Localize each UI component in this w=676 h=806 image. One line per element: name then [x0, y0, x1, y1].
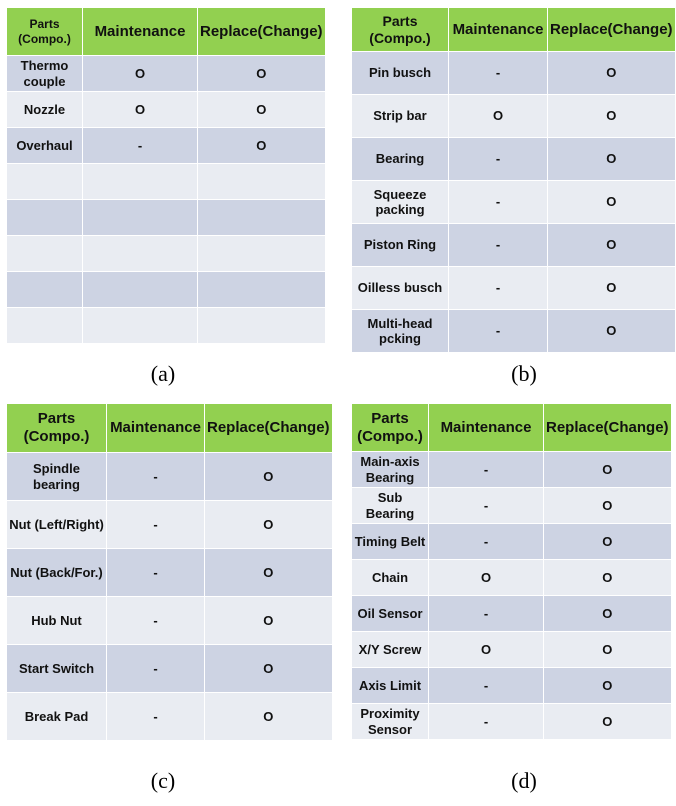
cell-part: Spindle bearing	[7, 453, 107, 501]
header-maintenance: Maintenance	[429, 404, 544, 452]
table-row	[7, 597, 333, 645]
header-parts	[7, 404, 107, 453]
table-row	[352, 560, 672, 596]
cell-maintenance: -	[107, 501, 205, 549]
table-row	[352, 181, 676, 224]
table-header-row	[352, 404, 672, 452]
table-row	[352, 704, 672, 740]
cell-replace: O	[544, 704, 672, 740]
cell-part: Sub Bearing	[352, 488, 429, 524]
cell-part	[7, 308, 83, 344]
cell-part: X/Y Screw	[352, 632, 429, 668]
cell-maintenance: -	[449, 52, 548, 95]
cell-part: Break Pad	[7, 693, 107, 741]
cell-maintenance: O	[83, 92, 198, 128]
cell-replace: O	[548, 310, 676, 353]
cell-maintenance: O	[429, 632, 544, 668]
table-row	[7, 272, 326, 308]
header-parts-line1: Parts	[37, 410, 76, 428]
table-a	[6, 7, 326, 344]
header-parts-line1: Parts	[371, 409, 409, 427]
header-replace: Replace(Change)	[205, 404, 333, 453]
cell-maintenance	[83, 308, 198, 344]
cell-replace	[198, 236, 326, 272]
cell-part: Strip bar	[352, 95, 449, 138]
cell-part: Nut (Back/For.)	[7, 549, 107, 597]
cell-part: Chain	[352, 560, 429, 596]
cell-part: Overhaul	[7, 128, 83, 164]
cell-part: Multi-head pcking	[352, 310, 449, 353]
cell-replace: O	[205, 645, 333, 693]
cell-replace: O	[205, 501, 333, 549]
cell-maintenance	[83, 164, 198, 200]
table-row	[7, 92, 326, 128]
cell-replace: O	[198, 128, 326, 164]
table-row	[352, 138, 676, 181]
cell-replace: O	[544, 560, 672, 596]
cell-replace: O	[544, 632, 672, 668]
header-parts	[7, 8, 83, 56]
cell-part: Axis Limit	[352, 668, 429, 704]
caption-d: (d)	[511, 768, 537, 793]
table-header-row	[7, 8, 326, 56]
cell-part: Thermo couple	[7, 56, 83, 92]
cell-maintenance: -	[429, 524, 544, 560]
cell-part	[7, 272, 83, 308]
cell-part: Oilless busch	[352, 267, 449, 310]
header-maintenance: Maintenance	[449, 8, 548, 52]
cell-maintenance: -	[429, 668, 544, 704]
table-row	[352, 52, 676, 95]
cell-maintenance: -	[83, 128, 198, 164]
table-row	[352, 632, 672, 668]
table-row	[7, 453, 333, 501]
cell-replace: O	[205, 693, 333, 741]
table-header-row	[7, 404, 333, 453]
table-row	[352, 310, 676, 353]
caption-c: (c)	[150, 768, 176, 793]
cell-replace: O	[548, 181, 676, 224]
cell-replace: O	[205, 453, 333, 501]
cell-part: Piston Ring	[352, 224, 449, 267]
cell-replace: O	[544, 452, 672, 488]
cell-maintenance: -	[107, 693, 205, 741]
cell-replace: O	[548, 224, 676, 267]
table-row	[352, 524, 672, 560]
header-replace: Replace(Change)	[544, 404, 672, 452]
cell-part: Main-axis Bearing	[352, 452, 429, 488]
cell-replace: O	[544, 596, 672, 632]
cell-replace: O	[544, 488, 672, 524]
cell-maintenance	[83, 236, 198, 272]
cell-part: Proximity Sensor	[352, 704, 429, 740]
cell-maintenance: O	[83, 56, 198, 92]
header-maintenance: Maintenance	[83, 8, 198, 56]
table-row	[352, 488, 672, 524]
header-parts	[352, 8, 449, 52]
table-row	[352, 95, 676, 138]
cell-part: Oil Sensor	[352, 596, 429, 632]
table-row	[7, 501, 333, 549]
header-parts-line1: Parts	[382, 12, 418, 29]
cell-maintenance: O	[429, 560, 544, 596]
table-c	[6, 403, 333, 741]
header-parts-line1: Parts	[29, 17, 60, 32]
cell-replace	[198, 200, 326, 236]
cell-part	[7, 200, 83, 236]
cell-maintenance: -	[449, 224, 548, 267]
cell-part	[7, 236, 83, 272]
cell-maintenance: -	[107, 645, 205, 693]
cell-maintenance: -	[429, 704, 544, 740]
table-row	[7, 236, 326, 272]
header-parts-line2: (Compo.)	[18, 31, 71, 46]
table-header-row	[352, 8, 676, 52]
table-row	[7, 128, 326, 164]
table-row	[7, 164, 326, 200]
cell-replace: O	[548, 138, 676, 181]
cell-replace: O	[205, 597, 333, 645]
cell-part: Bearing	[352, 138, 449, 181]
header-replace: Replace(Change)	[198, 8, 326, 56]
table-row	[7, 56, 326, 92]
cell-part: Start Switch	[7, 645, 107, 693]
cell-maintenance: -	[449, 138, 548, 181]
cell-maintenance: O	[449, 95, 548, 138]
cell-part: Squeeze packing	[352, 181, 449, 224]
cell-part: Pin busch	[352, 52, 449, 95]
table-row	[352, 267, 676, 310]
table-row	[7, 200, 326, 236]
cell-replace	[198, 272, 326, 308]
cell-maintenance	[83, 272, 198, 308]
cell-maintenance: -	[449, 267, 548, 310]
caption-b: (b)	[511, 361, 537, 386]
cell-replace: O	[198, 56, 326, 92]
table-row	[7, 693, 333, 741]
header-parts-line2: (Compo.)	[23, 428, 90, 445]
header-replace: Replace(Change)	[548, 8, 676, 52]
table-row	[7, 308, 326, 344]
cell-maintenance: -	[449, 181, 548, 224]
cell-maintenance: -	[429, 488, 544, 524]
cell-maintenance: -	[107, 453, 205, 501]
table-b	[351, 7, 676, 353]
cell-maintenance	[83, 200, 198, 236]
table-row	[7, 645, 333, 693]
cell-maintenance: -	[429, 452, 544, 488]
table-row	[352, 452, 672, 488]
cell-maintenance: -	[429, 596, 544, 632]
cell-maintenance: -	[107, 549, 205, 597]
cell-part	[7, 164, 83, 200]
cell-part: Nozzle	[7, 92, 83, 128]
cell-replace: O	[544, 668, 672, 704]
cell-replace: O	[548, 95, 676, 138]
header-parts-line2: (Compo.)	[357, 427, 423, 445]
cell-replace: O	[544, 524, 672, 560]
cell-replace	[198, 308, 326, 344]
table-row	[352, 668, 672, 704]
header-parts-line2: (Compo.)	[369, 29, 431, 46]
table-row	[352, 596, 672, 632]
cell-maintenance: -	[107, 597, 205, 645]
cell-replace	[198, 164, 326, 200]
cell-part: Timing Belt	[352, 524, 429, 560]
cell-replace: O	[205, 549, 333, 597]
cell-maintenance: -	[449, 310, 548, 353]
cell-replace: O	[548, 52, 676, 95]
header-parts	[352, 404, 429, 452]
header-maintenance: Maintenance	[107, 404, 205, 453]
cell-replace: O	[198, 92, 326, 128]
caption-a: (a)	[150, 361, 176, 386]
cell-part: Nut (Left/Right)	[7, 501, 107, 549]
cell-part: Hub Nut	[7, 597, 107, 645]
table-row	[7, 549, 333, 597]
table-row	[352, 224, 676, 267]
table-d	[351, 403, 672, 740]
cell-replace: O	[548, 267, 676, 310]
